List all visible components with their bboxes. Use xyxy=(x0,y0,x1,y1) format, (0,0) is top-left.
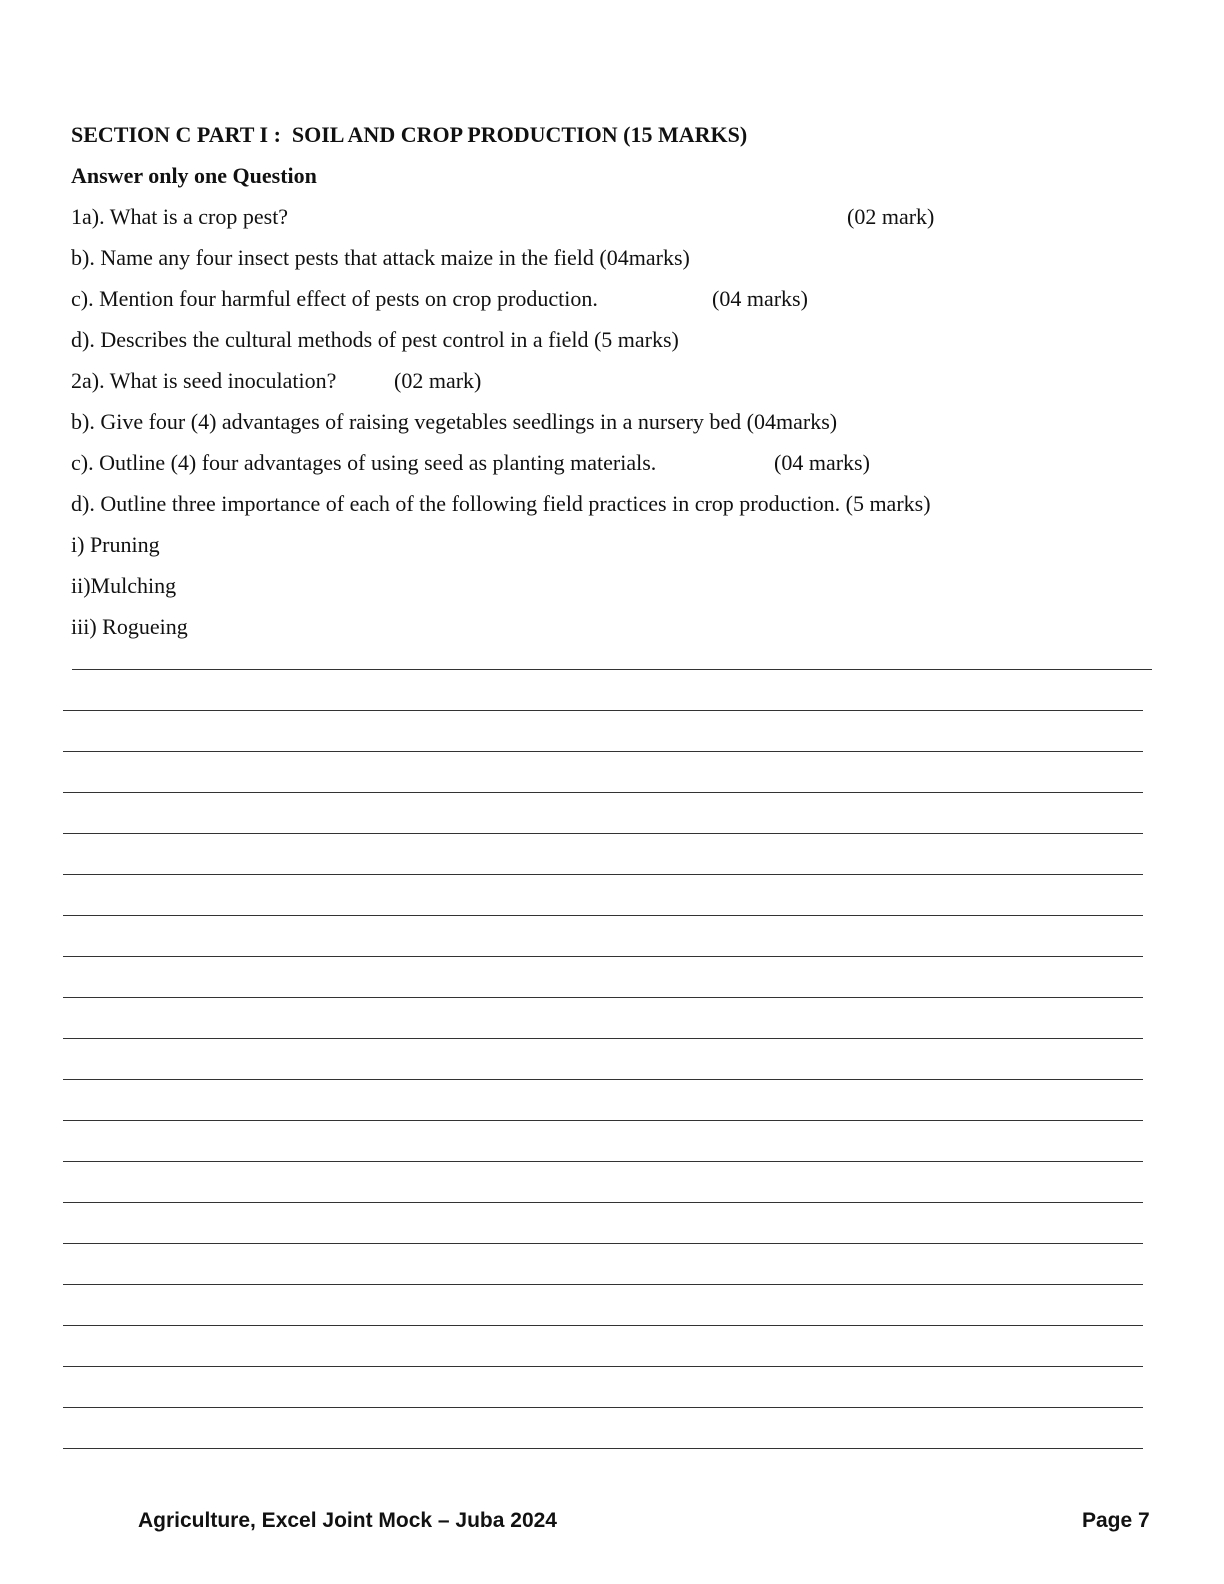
question-1b: b). Name any four insect pests that attack maize in the field (04marks) xyxy=(71,245,690,270)
sub-item-rogueing: iii) Rogueing xyxy=(71,614,188,639)
question-1d: d). Describes the cultural methods of pest control in a field (5 marks) xyxy=(71,327,679,352)
answer-line[interactable] xyxy=(63,997,1143,998)
answer-line[interactable] xyxy=(63,1120,1143,1121)
answer-line[interactable] xyxy=(63,1325,1143,1326)
question-2a-marks: (02 mark) xyxy=(394,368,482,393)
question-1a: 1a). What is a crop pest? xyxy=(71,204,289,229)
answer-line[interactable] xyxy=(63,1366,1143,1367)
answer-line[interactable] xyxy=(63,1202,1143,1203)
answer-line[interactable] xyxy=(63,1448,1143,1449)
answer-line[interactable] xyxy=(63,1161,1143,1162)
question-2c-marks: (04 marks) xyxy=(774,450,870,475)
answer-line[interactable] xyxy=(63,1243,1143,1244)
section-title: SECTION C PART I : SOIL AND CROP PRODUCTION (15 MARKS) xyxy=(71,122,748,147)
answer-line[interactable] xyxy=(63,1079,1143,1080)
question-1a-marks: (02 mark) xyxy=(847,204,935,229)
answer-line[interactable] xyxy=(63,1407,1143,1408)
instruction-text: Answer only one Question xyxy=(71,163,317,188)
answer-line[interactable] xyxy=(63,1284,1143,1285)
footer-page-number: Page 7 xyxy=(1082,1509,1150,1532)
question-1c: c). Mention four harmful effect of pests on crop production. xyxy=(71,286,598,311)
answer-line[interactable] xyxy=(72,669,1152,670)
footer-exam-title: Agriculture, Excel Joint Mock – Juba 2024 xyxy=(138,1509,557,1532)
sub-item-pruning: i) Pruning xyxy=(71,532,160,557)
question-2a: 2a). What is seed inoculation? xyxy=(71,368,337,393)
answer-line[interactable] xyxy=(63,956,1143,957)
answer-line[interactable] xyxy=(63,874,1143,875)
answer-line[interactable] xyxy=(63,833,1143,834)
question-2d: d). Outline three importance of each of the following field practices in crop production. (5 marks) xyxy=(71,491,931,516)
question-1c-marks: (04 marks) xyxy=(712,286,808,311)
answer-line[interactable] xyxy=(63,1038,1143,1039)
answer-line[interactable] xyxy=(63,915,1143,916)
answer-line[interactable] xyxy=(63,710,1143,711)
answer-line[interactable] xyxy=(63,792,1143,793)
question-2c: c). Outline (4) four advantages of using seed as planting materials. xyxy=(71,450,657,475)
answer-line[interactable] xyxy=(63,751,1143,752)
sub-item-mulching: ii)Mulching xyxy=(71,573,177,598)
question-2b: b). Give four (4) advantages of raising vegetables seedlings in a nursery bed (04marks) xyxy=(71,409,838,434)
